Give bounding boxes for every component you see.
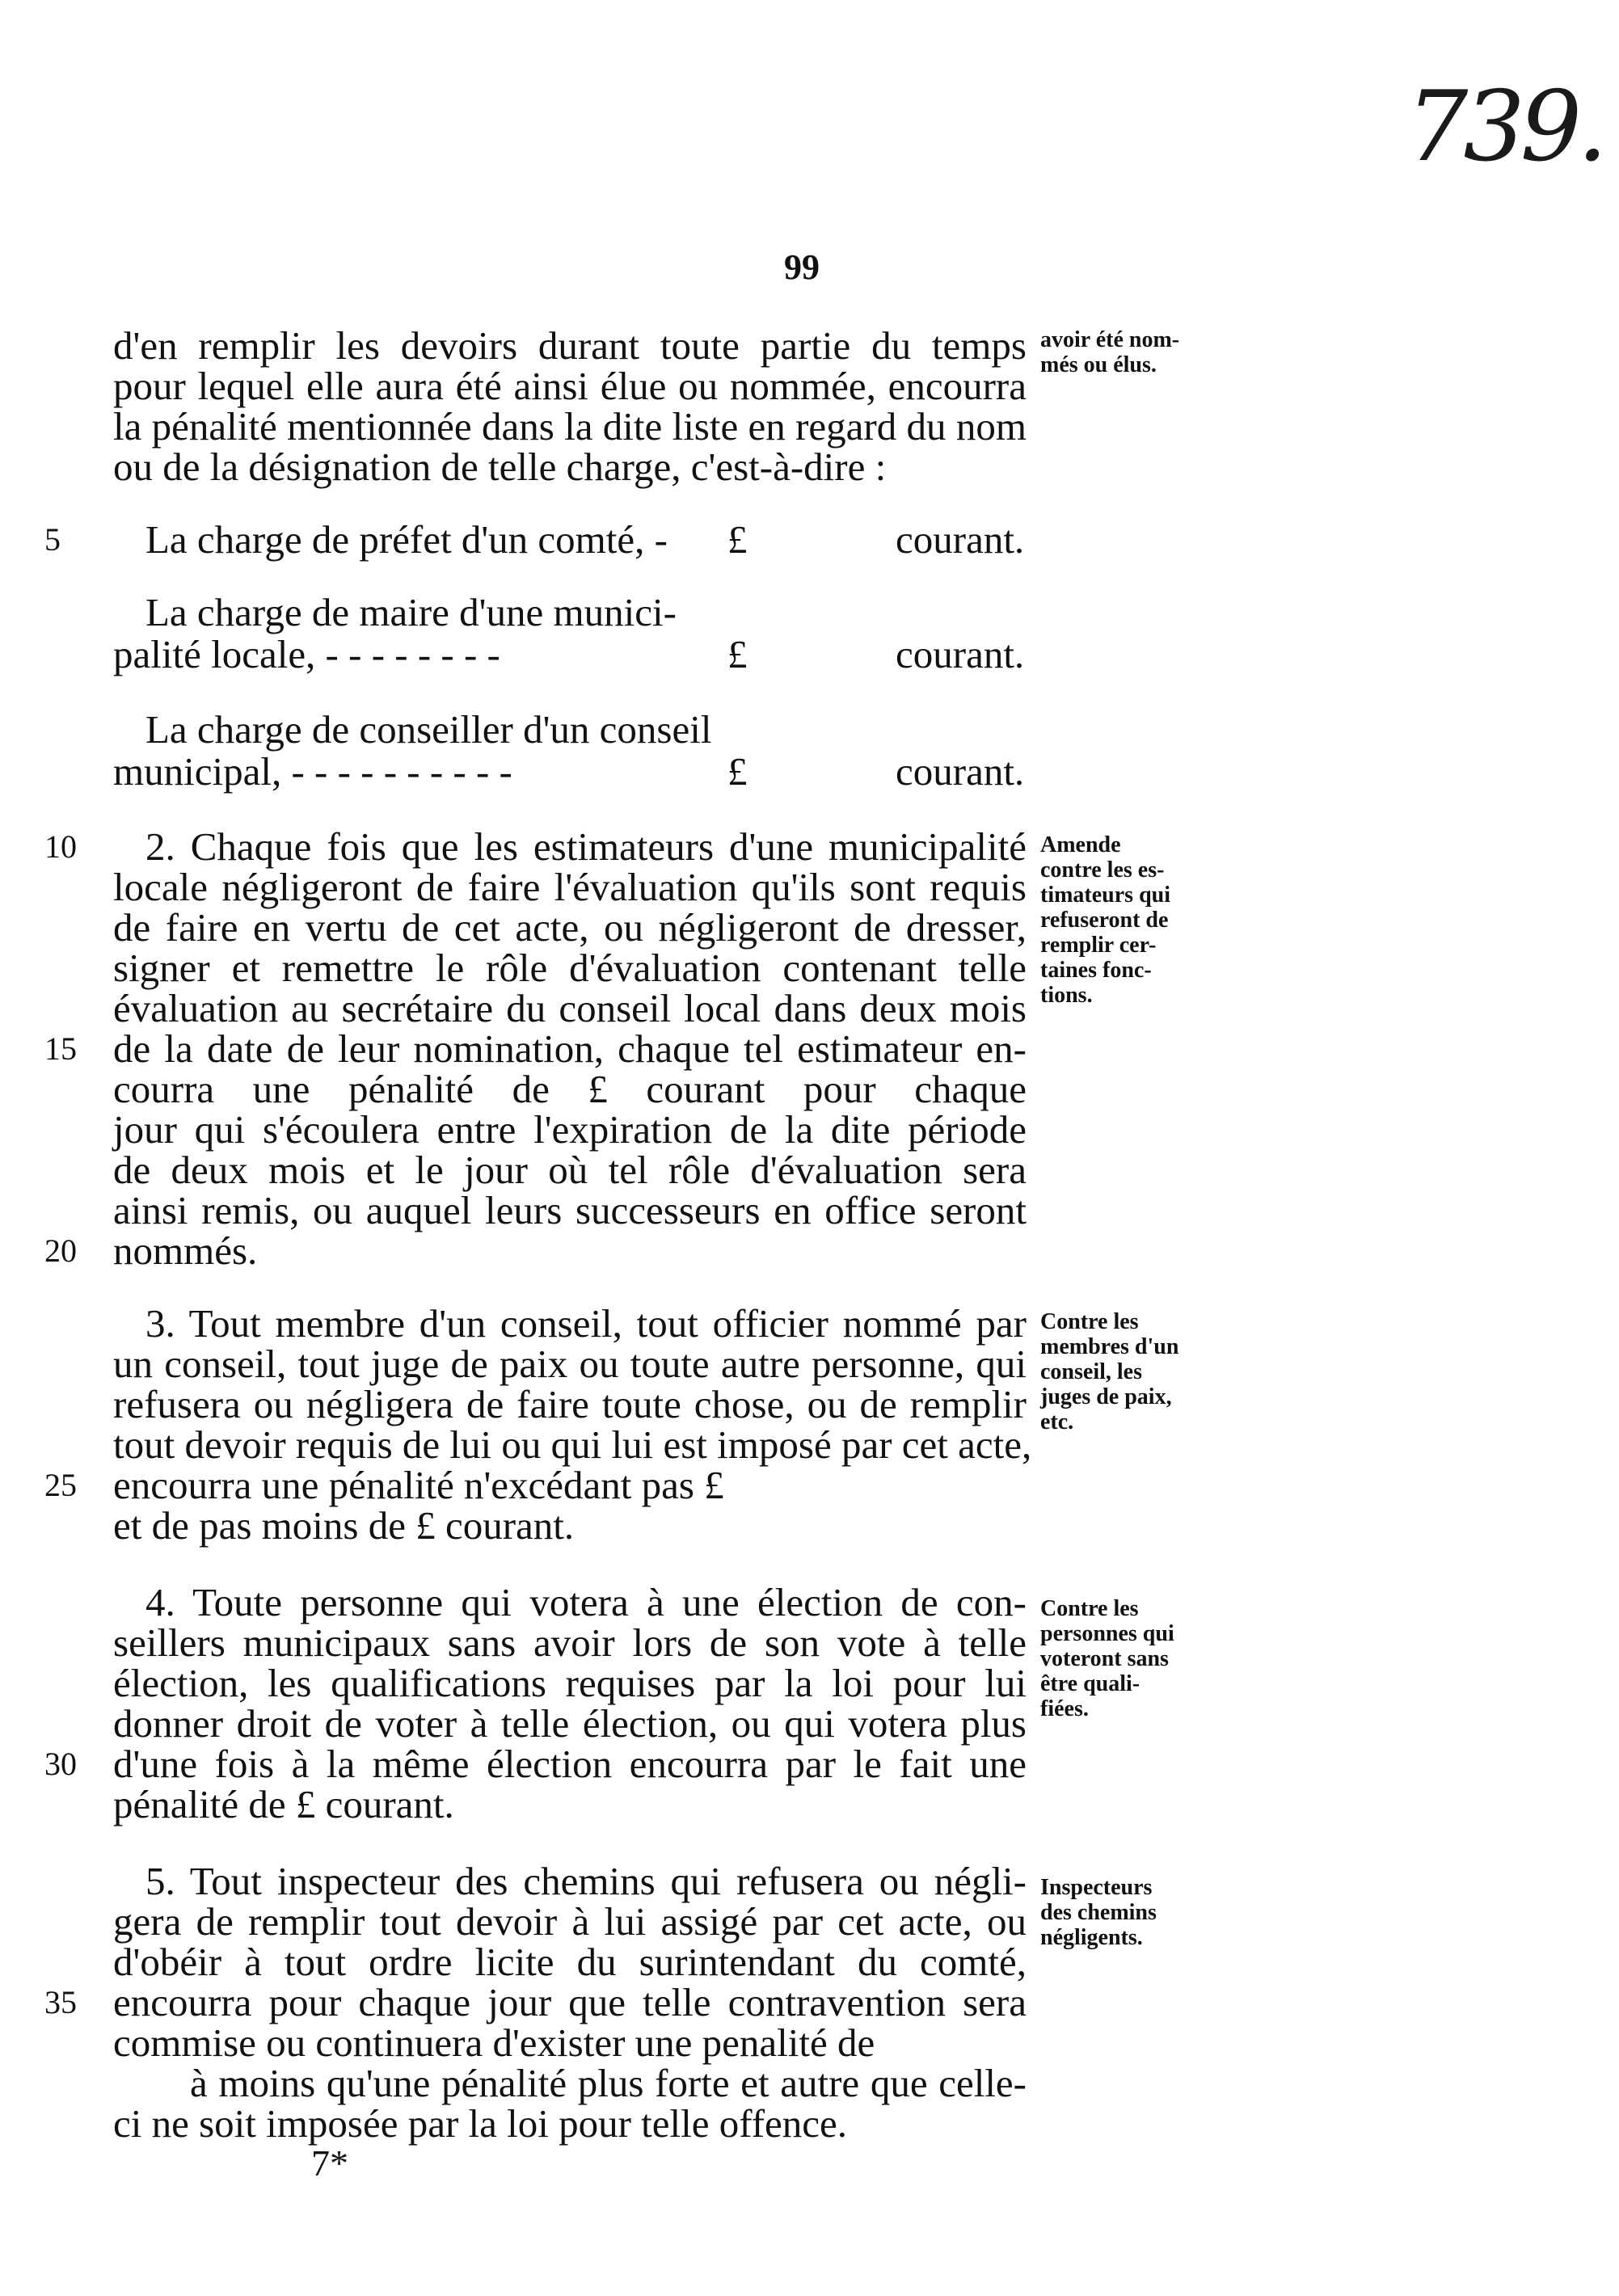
section-line: et de pas moins de £ courant. bbox=[113, 1503, 575, 1548]
section-line: élection, les qualifications requises par la loi pour lui bbox=[113, 1661, 1027, 1705]
section-line: tout devoir requis de lui ou qui lui est imposé par cet acte, bbox=[113, 1422, 1032, 1467]
charge-line: palité locale, - - - - - - - - bbox=[113, 632, 500, 676]
charge-line: La charge de conseiller d'un conseil bbox=[145, 707, 712, 752]
line-number: 5 bbox=[44, 521, 61, 558]
section-line: à moins qu'une pénalité plus forte et autre que celle- bbox=[190, 2061, 1027, 2105]
section-line: d'obéir à tout ordre licite du surintendant du comté, bbox=[113, 1940, 1027, 1984]
intro-line: ou de la désignation de telle charge, c'est-à-dire : bbox=[113, 444, 887, 489]
section-line: encourra une pénalité n'excédant pas £ bbox=[113, 1463, 724, 1507]
section-line: de deux mois et le jour où tel rôle d'évaluation sera bbox=[113, 1148, 1027, 1192]
section-line: nommés. bbox=[113, 1228, 258, 1273]
section-line: pénalité de £ courant. bbox=[113, 1782, 454, 1826]
section-line: seillers municipaux sans avoir lors de son vote à telle bbox=[113, 1620, 1027, 1665]
line-number: 30 bbox=[44, 1746, 77, 1782]
section-line: 4. Toute personne qui votera à une élection de con- bbox=[145, 1580, 1027, 1624]
section-line: ainsi remis, ou auquel leurs successeurs en office seront bbox=[113, 1188, 1027, 1232]
section-line: un conseil, tout juge de paix ou toute autre personne, qui bbox=[113, 1342, 1027, 1386]
section-line: courra une pénalité de £ courant pour chaque bbox=[113, 1067, 1027, 1111]
section-line: d'une fois à la même élection encourra par le fait une bbox=[113, 1742, 1027, 1786]
line-number: 15 bbox=[44, 1030, 77, 1067]
section-line: ci ne soit imposée par la loi pour telle offence. bbox=[113, 2101, 848, 2146]
section-line: gera de remplir tout devoir à lui assigé par cet acte, ou bbox=[113, 1899, 1027, 1944]
section-line: locale négligeront de faire l'évaluation qu'ils sont requis bbox=[113, 865, 1027, 909]
margin-note: Inspecteurs des chemins négligents. bbox=[1040, 1875, 1157, 1950]
currency-suffix: courant. bbox=[896, 632, 1025, 676]
line-number: 10 bbox=[44, 828, 77, 865]
intro-line: la pénalité mentionnée dans la dite liste en regard du nom bbox=[113, 404, 1027, 449]
section-line: de faire en vertu de cet acte, ou négligeront de dresser, bbox=[113, 905, 1027, 950]
currency-symbol: £ bbox=[727, 517, 748, 562]
signature-mark: 7* bbox=[311, 2142, 348, 2184]
section-line: de la date de leur nomination, chaque tel estimateur en- bbox=[113, 1026, 1027, 1071]
section-line: jour qui s'écoulera entre l'expiration de la dite période bbox=[113, 1107, 1027, 1152]
margin-note: avoir été nom- més ou élus. bbox=[1040, 327, 1180, 377]
page-number: 99 bbox=[784, 247, 820, 287]
section-line: évaluation au secrétaire du conseil local dans deux mois bbox=[113, 986, 1027, 1030]
line-number: 35 bbox=[44, 1984, 77, 2020]
margin-note: Amende contre les es- timateurs qui refuseront de remplir cer- taines fonc- tions. bbox=[1040, 832, 1170, 1008]
section-line: 5. Tout inspecteur des chemins qui refusera ou négli- bbox=[145, 1859, 1027, 1903]
intro-line: pour lequel elle aura été ainsi élue ou nommée, encourra bbox=[113, 364, 1027, 408]
charge-line: municipal, - - - - - - - - - - bbox=[113, 749, 512, 794]
margin-note: Contre les membres d'un conseil, les juges de paix, etc. bbox=[1040, 1309, 1179, 1434]
section-line: signer et remettre le rôle d'évaluation contenant telle bbox=[113, 946, 1027, 990]
margin-note: Contre les personnes qui voteront sans être quali- fiées. bbox=[1040, 1596, 1174, 1721]
line-number: 20 bbox=[44, 1232, 77, 1269]
intro-line: d'en remplir les devoirs durant toute partie du temps bbox=[113, 323, 1027, 368]
section-line: refusera ou négligera de faire toute chose, ou de remplir bbox=[113, 1382, 1027, 1426]
section-line: encourra pour chaque jour que telle contravention sera bbox=[113, 1980, 1027, 2024]
section-line: 2. Chaque fois que les estimateurs d'une municipalité bbox=[145, 824, 1027, 869]
currency-suffix: courant. bbox=[896, 749, 1025, 794]
section-line: commise ou continuera d'exister une penalité de bbox=[113, 2020, 875, 2065]
section-line: donner droit de voter à telle élection, ou qui votera plus bbox=[113, 1701, 1027, 1746]
currency-symbol: £ bbox=[727, 632, 748, 676]
charge-line: La charge de préfet d'un comté, - bbox=[145, 517, 668, 562]
section-line: 3. Tout membre d'un conseil, tout officier nommé par bbox=[145, 1301, 1027, 1346]
folio-number: 739. bbox=[1406, 71, 1604, 183]
line-number: 25 bbox=[44, 1467, 77, 1503]
currency-symbol: £ bbox=[727, 749, 748, 794]
charge-line: La charge de maire d'une munici- bbox=[145, 590, 677, 634]
currency-suffix: courant. bbox=[896, 517, 1025, 562]
